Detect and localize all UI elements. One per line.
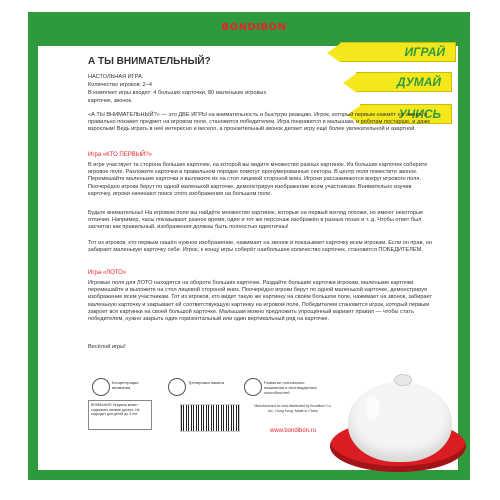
game1-header: Игра «КТО ПЕРВЫЙ?» <box>88 152 153 158</box>
brand-logo: BONDIBON <box>221 22 287 33</box>
game2-closing: Весёлой игры! <box>88 344 126 350</box>
memory-icon <box>168 378 186 396</box>
intro-line2: Количество игроков: 2–4 <box>88 82 153 88</box>
manufacturer-text: Manufactured for and distributed by Bondibon Co. Ltd., Hong Kong. Made in China. <box>254 404 332 413</box>
intro-line3: В комплект игры входят: 4 больших карточки, 80 маленьких игровых <box>88 90 267 96</box>
game1-text3: Тот из игроков, кто первым нашёл нужное изображение, нажимает на звонок и показывает карточку всем игрокам. Если он прав, он забирает маленькую карточку себе. Игрок, к концу игры соберёт наибольшее количество карточек, становится ПОБЕДИТЕЛЕМ. <box>88 240 432 254</box>
game2-header: Игра «ЛОТО» <box>88 270 127 276</box>
bell-knob <box>394 374 412 386</box>
concentration-icon <box>92 378 110 396</box>
game2-text: Игровые поля для ЛОТО находятся на обороте больших карточек. Раздайте большие карточки игрокам, маленькие карточки перемешайте и выложите на стол лицевой стороной вниз. Поочерёдно игроки берут по одной маленькой карточке, демонстрируя изображение всем участникам. Тот из игроков, кто видит такую же картинку на своём большом поле, нажимает на звонок, забирает маленькую карточку и закрывает ей соответствующую картинку на игровом поле. Победителем становится игрок, который первым закроет все картинки на своей большой карточке. Малышам можно предложить упрощённый вариант правил — чтобы стать победителем, нужно закрыть один горизонтальный или один вертикальный ряд на карточке. <box>88 280 433 323</box>
bell-dome <box>348 382 452 462</box>
intro-line1: НАСТОЛЬНАЯ ИГРА. <box>88 74 144 80</box>
website-url: www.bondibon.ru <box>269 428 317 434</box>
skill-logic: Развитие логического мышления и нестандартных способностей <box>264 380 317 395</box>
ribbon-play: ИГРАЙ <box>340 42 456 62</box>
skill-memory: Тренировка памяти <box>188 380 225 385</box>
intro-line4: карточек, звонок. <box>88 98 133 104</box>
page-title: А ТЫ ВНИМАТЕЛЬНЫЙ? <box>88 56 211 67</box>
bell-highlight <box>366 396 380 420</box>
warning-box: ВНИМАНИЕ! Игрушка может содержать мелкие детали. Не подходит для детей до 3 лет. <box>88 400 152 430</box>
game1-text2: Будьте внимательны! На игровом поле вы найдёте множество картинок, которые на первый взгляд похожи, но имеют некоторые отличия. Например, часы показывают разное время, один и тот же персонаж изображён в разных позах и т. д. Чтобы ответ был засчитан как правильный, изображения должны быть полностью идентичны! <box>88 210 424 231</box>
barcode <box>180 404 240 432</box>
ribbon-learn: УЧИСЬ <box>360 104 452 124</box>
about-text: «А ТЫ ВНИМАТЕЛЬНЫЙ?» — это ДВЕ ИГРЫ на внимательность и быструю реакцию. Игрок, который первым нажмёт на звонок и правильно покажет предмет на игровом поле, становится победителем. Игра понравится и малышам, и ребятам постарше, и даже взрослым! Ведь играть в неё интересно и весело, а пронзительный звонок делает игру ещё более увлекательной и азартной. <box>88 112 431 133</box>
ribbon-think: ДУМАЙ <box>356 72 452 92</box>
game1-text: В игре участвует та сторона больших карточек, на которой вы видите множество разных картинок. Из больших карточек соберите игровое поле. Разложите карточки в правильном порядке помогут пронумерованные сектора. В центр поля поместите звонок. Перемешайте маленькие карточки и выложите их на стол лицевой стороной вниз. Игроки рассаживаются вокруг игрового поля. Поочерёдно игроки берут по одной маленькой карточке, демонстрируя изображение всем участникам. Внимательно изучив карточку, игроки начинают поиск этого изображения на большом поле. <box>88 162 428 197</box>
skill-concentration: Концентрация внимания <box>112 380 139 390</box>
logic-icon <box>244 378 262 396</box>
